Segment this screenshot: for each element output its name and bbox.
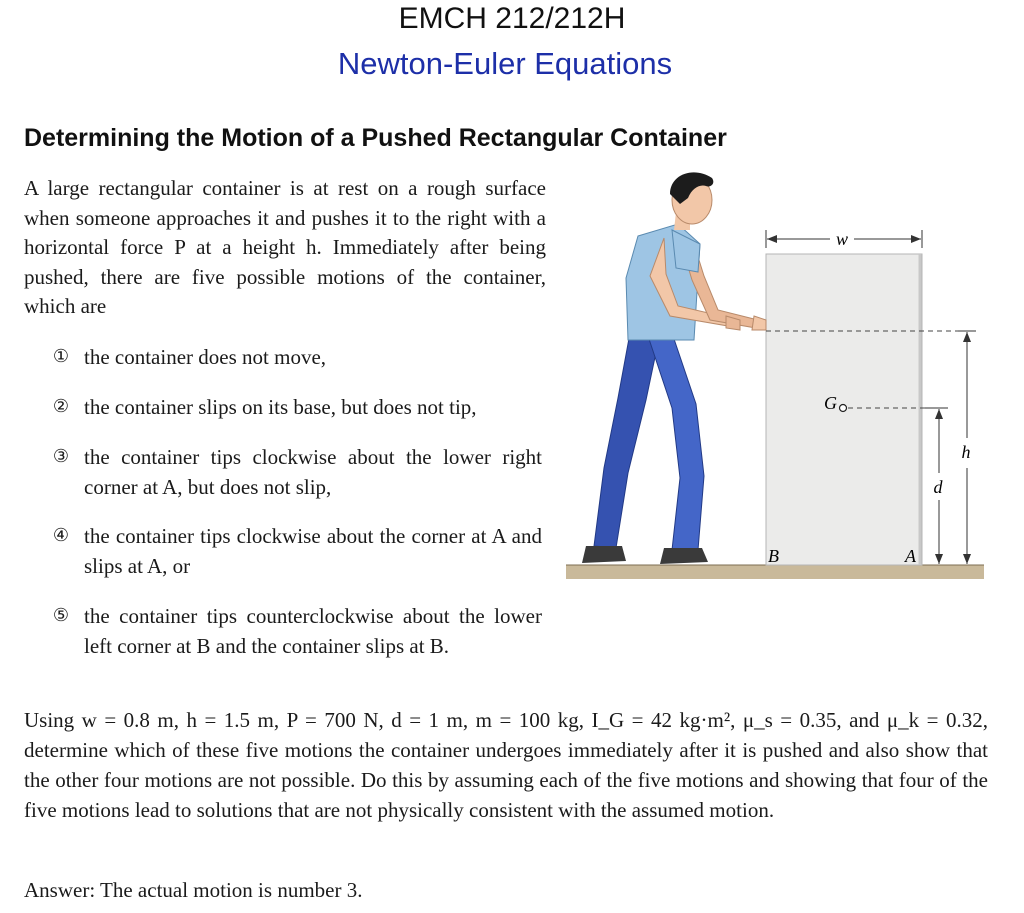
motion-number: ③ xyxy=(52,446,70,467)
person-figure xyxy=(582,172,766,564)
motion-text: the container does not move, xyxy=(84,345,327,369)
w-label: w xyxy=(835,229,849,249)
motion-item-3 xyxy=(50,442,542,502)
problem-heading: Determining the Motion of a Pushed Rectangular Container xyxy=(24,124,727,152)
h-arrow-top xyxy=(963,332,971,342)
motion-text: the container slips on its base, but does not tip, xyxy=(84,395,477,419)
d-arrow-bottom xyxy=(935,554,943,564)
h-label: h xyxy=(961,442,971,462)
problem-intro: A large rectangular container is at rest on a rough surface when someone approaches it and pushes it to the right with a horizontal force P at a height h. Immediately after being pushed, there are five possible motions of the container, which are xyxy=(24,176,546,318)
answer-text: Answer: The actual motion is number 3. xyxy=(24,878,363,902)
motion-item-2 xyxy=(50,392,542,422)
motion-number: ④ xyxy=(52,525,70,546)
motion-item-4 xyxy=(50,521,542,581)
motion-item-5 xyxy=(50,601,542,661)
motion-number: ① xyxy=(52,346,70,367)
ground xyxy=(566,565,984,579)
motion-number: ② xyxy=(52,396,70,417)
motion-item-1 xyxy=(50,342,542,372)
d-label: d xyxy=(933,477,943,497)
w-arrow-left xyxy=(767,235,777,243)
corner-A-label: A xyxy=(905,546,916,566)
corner-B-label: B xyxy=(768,546,779,566)
motion-text: the container tips clockwise about the lower right corner at A, but does not slip, xyxy=(84,445,542,499)
course-title: EMCH 212/212H xyxy=(398,2,626,35)
h-arrow-bottom xyxy=(963,554,971,564)
lecture-subtitle: Newton-Euler Equations xyxy=(337,46,673,81)
motion-text: the container tips clockwise about the corner at A and slips at A, or xyxy=(84,524,542,578)
given-values-paragraph: Using w = 0.8 m, h = 1.5 m, P = 700 N, d = 1 m, m = 100 kg, I_G = 42 kg·m², μ_s = 0.35, and μ_k = 0.32, determine which of these five motions the container undergoes immediately after it is pushed and also show that the other four motions are not possible. Do this by assuming each of the five motions and showing that four of the five motions lead to solutions that are not physically consistent with the assumed motion. xyxy=(24,708,988,822)
container-push-figure xyxy=(560,168,990,588)
center-of-mass-point xyxy=(840,405,847,412)
d-arrow-top xyxy=(935,409,943,419)
motion-number: ⑤ xyxy=(52,605,70,626)
motion-text: the container tips counterclockwise about the lower left corner at B and the container slips at B. xyxy=(84,604,542,658)
G-label: G xyxy=(824,393,837,413)
w-arrow-right xyxy=(911,235,921,243)
